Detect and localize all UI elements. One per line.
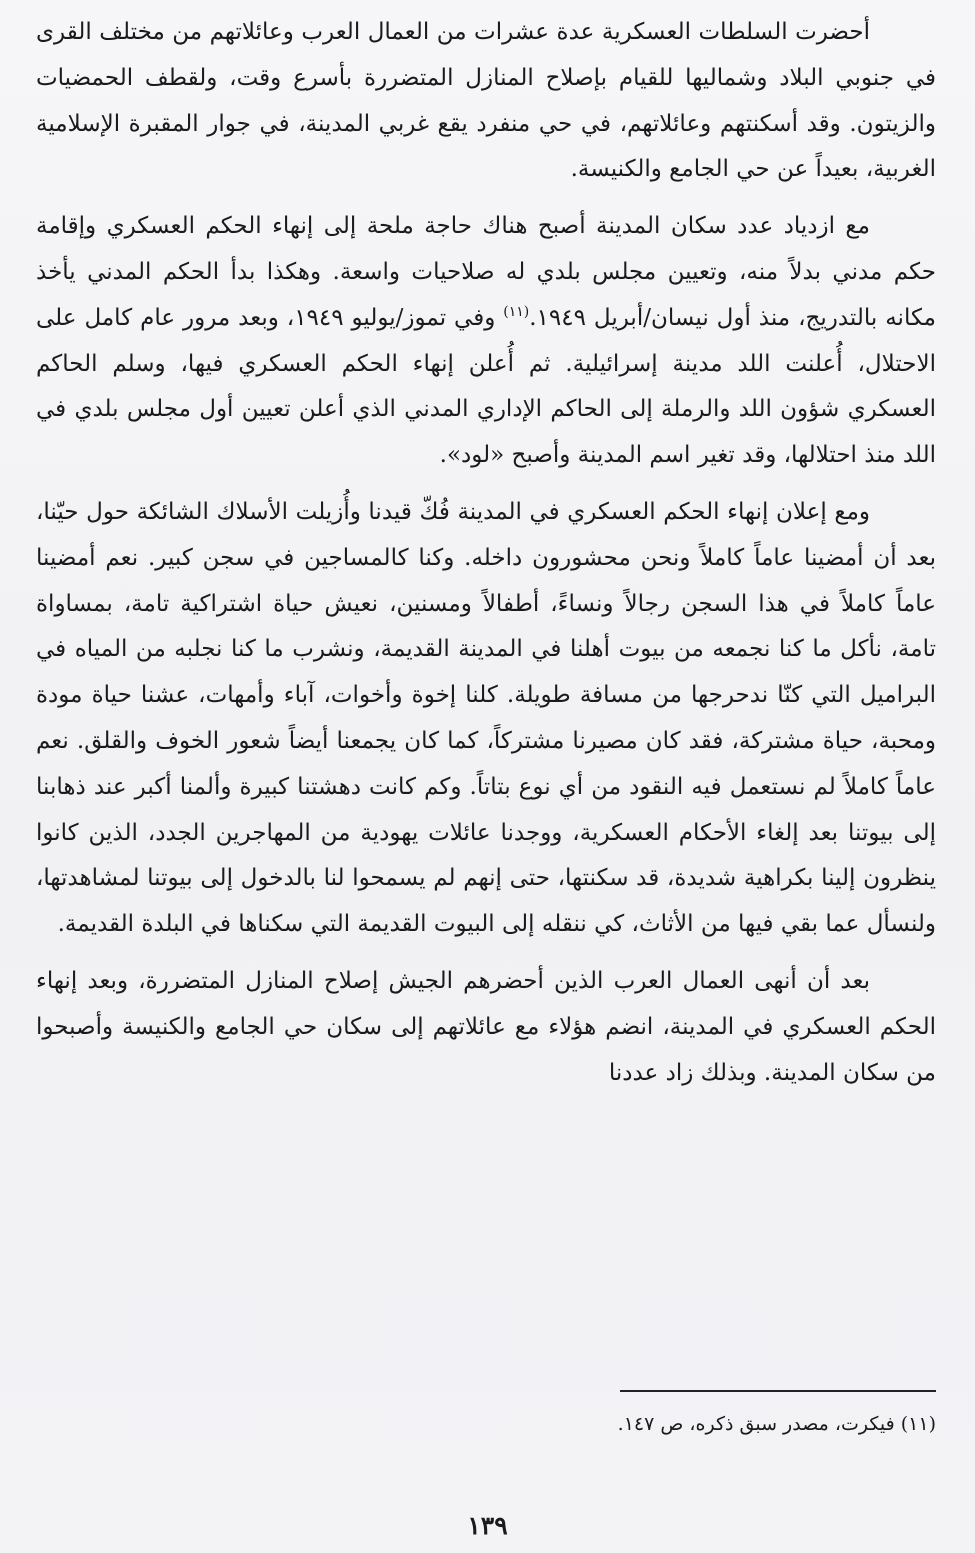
page-number: ١٣٩ — [467, 1511, 508, 1540]
footnote: (١١) فيكرت، مصدر سبق ذكره، ص ١٤٧. — [617, 1413, 936, 1435]
paragraph-2-text: مع ازدياد عدد سكان المدينة أصبح هناك حاجة ملحة إلى إنهاء الحكم العسكري وإقامة حكم مدني بدلاً منه، وتعيين مجلس بلدي له صلاحيات واسعة. وهكذا بدأ الحكم المدني يأخذ مكانه بالتدريج، منذ أول نيسان/أبريل ١٩٤٩. — [36, 213, 936, 331]
paragraph-1: أحضرت السلطات العسكرية عدة عشرات من العمال العرب وعائلاتهم من مختلف القرى في جنوبي البلاد وشماليها للقيام بإصلاح المنازل المتضررة بأسرع وقت، ولقطف الحمضيات والزيتون. وقد أسكنتهم وعائلاتهم، في حي منفرد يقع غربي المدينة، في جوار المقبرة الإسلامية الغربية، بعيداً عن حي الجامع والكنيسة. — [36, 19, 936, 183]
footnote-reference: (١١) — [503, 303, 530, 320]
paragraph-4: بعد أن أنهى العمال العرب الذين أحضرهم الجيش إصلاح المنازل المتضررة، وبعد إنهاء الحكم العسكري في المدينة، انضم هؤلاء مع عائلاتهم إلى سكان حي الجامع والكنيسة وأصبحوا من سكان المدينة. وبذلك زاد عددنا — [36, 967, 936, 1086]
body-text — [36, 10, 936, 1096]
paragraph-2 — [36, 204, 936, 479]
paragraph-3: ومع إعلان إنهاء الحكم العسكري في المدينة فُكّ قيدنا وأُزيلت الأسلاك الشائكة حول حيّنا، بعد أن أمضينا عاماً كاملاً ونحن محشورون داخله. وكنا كالمساجين في سجن كبير. نعم أمضينا عاماً كاملاً في هذا السجن رجالاً ونساءً، أطفالاً ومسنين، نعيش حياة اشتراكية تامة، بمساواة تامة، نأكل ما كنا نجمعه من بيوت أهلنا في المدينة القديمة، ونشرب ما كنا نجلبه من المياه في البراميل التي كنّا ندحرجها من مسافة طويلة. كلنا إخوة وأخوات، آباء وأمهات، عشنا حياة مودة ومحبة، حياة مشتركة، فقد كان مصيرنا مشتركاً، كما كان يجمعنا أيضاً شعور الخوف والقلق. نعم عاماً كاملاً لم نستعمل فيه النقود من أي نوع بتاتاً. وكم كانت دهشتنا كبيرة وألمنا أكبر عند ذهابنا إلى بيوتنا بعد إلغاء الأحكام العسكرية، ووجدنا عائلات يهودية من المهاجرين الجدد، الذين كانوا ينظرون إلينا بكراهية شديدة، قد سكنتها، حتى إنهم لم يسمحوا لنا بالدخول إلى بيوتنا لمشاهدتها، ولنسأل عما بقي فيها من الأثاث، كي ننقله إلى البيوت القديمة التي سكناها في البلدة القديمة. — [36, 498, 936, 938]
footnote-divider — [620, 1390, 936, 1392]
paragraph-2-continuation: وفي تموز/يوليو ١٩٤٩، وبعد مرور عام كامل على الاحتلال، أُعلنت اللد مدينة إسرائيلية. ثم أُعلن إنهاء الحكم العسكري فيها، وسلم الحاكم العسكري شؤون اللد والرملة إلى الحاكم الإداري المدني الذي أعلن تعيين أول مجلس بلدي في اللد منذ احتلالها، وقد تغير اسم المدينة وأصبح «لود». — [36, 304, 936, 469]
